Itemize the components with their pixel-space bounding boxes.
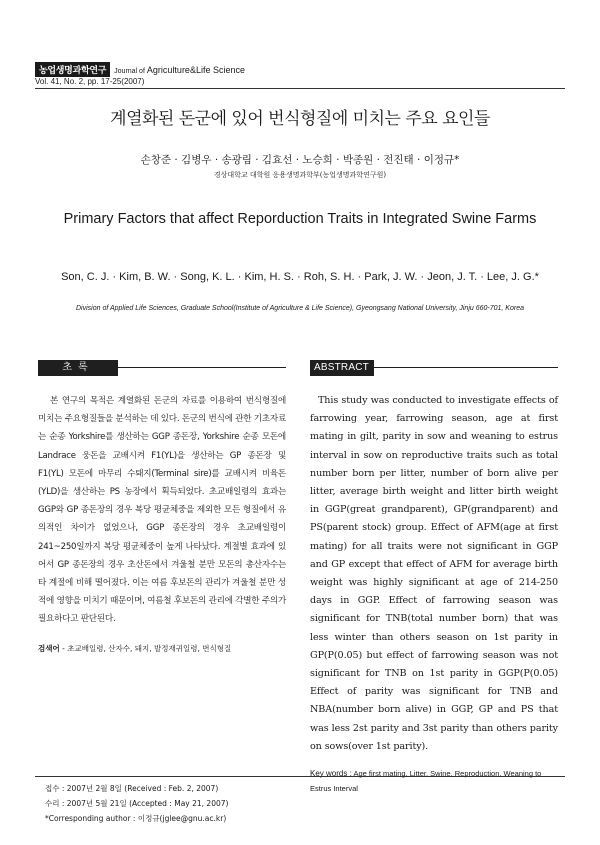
accepted-date: 수리 : 2007년 5월 21일 (Accepted : May 21, 2007) [45,799,229,808]
journal-name [114,65,245,75]
title-korean: 계열화된 돈군에 있어 번식형질에 미치는 주요 요인들 [110,109,490,129]
abstract-korean-column [38,360,286,654]
authors-english: Son, C. J. · Kim, B. W. · Song, K. L. · Kim, H. S. · Roh, S. H. · Park, J. W. · Jeon, J. T. · Lee, J. G.* [61,271,539,283]
journal-badge: 농업생명과학연구 [35,62,110,77]
header-rule [35,88,565,89]
keywords-korean: 검색어 - 초교배일령, 산자수, 돼지, 발정재귀일령, 번식형질 [38,643,232,653]
abstract-english-body: This study was conducted to investigate effects of farrowing year, farrowing season, age at first mating in gilt, parity in sow and weaning to estrus interval in sow on reproductive traits such as total number born per litter, number of born alive per litter, average birth weight and litter birth weight in GGP(great grandparent), GP(grandparent) and PS(parent stock) group. Effect of AFM(age at first mating) for all traits were not significant in GGP and GP except that effect of AFM for average birth weight was highly significant at age of 214-250 days in GGP. Effect of farrowing season was significant for TNB(total number born) that was less winter than others season on 1st parity in GP(P(0.05) but effect of farrowing season was not significant for TNB on 1st parity in GGP(P(0.05) Effect of parity was significant for TNB and NBA(number born alive) in GGP, GP and PS that was less 2st parity and 3st parity than others parity on sows(over 1st parity). [310,395,558,752]
title-english: Primary Factors that affect Reporduction Traits in Integrated Swine Farms [63,211,537,227]
journal-name-main: Agriculture&Life Science [146,64,245,75]
affiliation-english: Division of Applied Life Sciences, Graduate School(Institute of Agriculture & Life Science), Gyeongsang National University, Jinju 660-701, Korea [76,305,524,312]
affiliation-korean: 경상대학교 대학원 응용생명과학부(농업생명과학연구원) [213,171,387,179]
abstract-korean-body: 본 연구의 목적은 계열화된 돈군의 자료를 이용하여 번식형질에 미치는 주요형질들을 분석하는 데 있다. 돈군의 번식에 관한 기초자료는 순종 Yorkshire를 생산하는 GGP 종돈장, Yorkshire 순종 모돈에 Landrace 웅돈을 교배시켜 F1(YL)을 생산하는 GP 종돈장 및 F1(YL) 모돈에 마무리 수퇘지(Terminal sire)를 교배시켜 비육돈(YLD)을 생산하는 PS 농장에서 획득되었다. 초교배일령의 효과는 GGP와 GP 종돈장의 경우 복당 평균체중을 제외한 모든 형질에서 유의적인 차이가 없었으나, GGP 종돈장의 경우 초교배일령이 241~250일까지 복당 평균체중이 높게 나타났다. 계절별 효과에 있어서 GP 종돈장의 경우 초산돈에서 겨울철 분만 모돈의 총산자수는 타 계절에 비해 떨어졌다. 이는 여름 후보돈의 관리가 겨울철 분만 성적에 영향을 미치기 때문이며, 여름철 후보돈의 관리에 각별한 주의가 필요하다고 판단된다. [38,396,286,625]
keywords-english-label: Key words : [310,769,352,779]
heading-rule-right [374,367,558,368]
abstract-korean-heading: 초록 [38,360,118,376]
received-date: 접수 : 2007년 2월 8일 (Received : Feb. 2, 2007) [45,784,219,793]
keywords-korean-label: 검색어 [38,643,60,653]
journal-name-prefix: Journal of [114,67,145,75]
abstract-english-column [310,360,558,796]
authors-korean: 손창준 · 김병우 · 송광림 · 김효선 · 노승희 · 박종원 · 전진태 · 이정규* [140,154,460,166]
abstract-english-heading: ABSTRACT [310,360,374,376]
keywords-english-list: Age first mating, Litter, Swine, Reproduction, Weaning to Estrus Interval [310,769,542,794]
heading-rule-left [118,367,286,368]
journal-header [35,62,245,77]
corresponding-author: *Corresponding author : 이정규(jglee@gnu.ac.kr) [45,814,227,823]
keywords-korean-list: 초교배일령, 산자수, 돼지, 발정재귀일령, 번식형질 [67,643,232,653]
keywords-english [310,766,558,796]
volume-info: Vol. 41, No. 2, pp. 17-25(2007) [35,77,145,86]
footer-rule [35,776,565,777]
